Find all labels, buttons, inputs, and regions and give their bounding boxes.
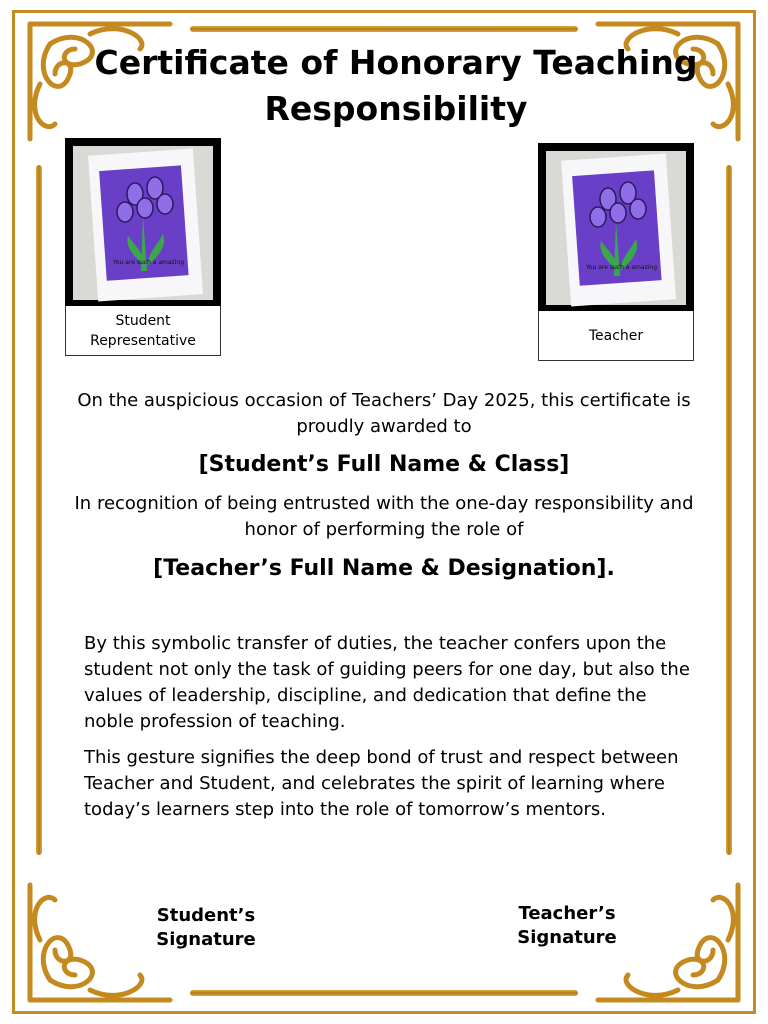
border-bar-top	[190, 26, 578, 32]
border-bar-left	[36, 165, 42, 855]
student-photo-card	[65, 138, 221, 356]
teacher-photo	[538, 143, 694, 311]
student-name-placeholder: [Student’s Full Name & Class]	[198, 452, 570, 477]
certificate-title: Certificate of Honorary Teaching Responsibility	[94, 43, 698, 128]
svg-text:You are such a amazing: You are such a amazing	[113, 259, 185, 266]
teacher-photo-card	[538, 143, 694, 361]
tulip-card-icon	[73, 146, 213, 300]
student-representative-label: Student Representative	[65, 306, 221, 356]
recognition-text: In recognition of being entrusted with the one-day responsibility and honor of performing the role of	[74, 493, 694, 540]
award-intro: On the auspicious occasion of Teachers’ Day 2025, this certificate is proudly awarded to	[77, 390, 691, 437]
student-signature-label: Student’s Signature	[156, 905, 256, 950]
teacher-label: Teacher	[538, 311, 694, 361]
student-photo	[65, 138, 221, 306]
body-paragraph-1: By this symbolic transfer of duties, the teacher confers upon the student not only the task of guiding peers for one day, but also the values of leadership, discipline, and dedication that define the noble profession of teaching.	[84, 633, 690, 732]
teacher-name-placeholder: [Teacher’s Full Name & Designation].	[153, 556, 615, 581]
svg-text:You are such a amazing: You are such a amazing	[586, 264, 658, 271]
border-bar-bottom	[190, 990, 578, 996]
teacher-signature-label: Teacher’s Signature	[517, 903, 617, 948]
border-bar-right	[726, 165, 732, 855]
tulip-card-icon	[546, 151, 686, 305]
body-paragraph-2: This gesture signifies the deep bond of trust and respect between Teacher and Student, and celebrates the spirit of learning where today’s learners step into the role of tomorrow’s mentors.	[84, 747, 679, 820]
